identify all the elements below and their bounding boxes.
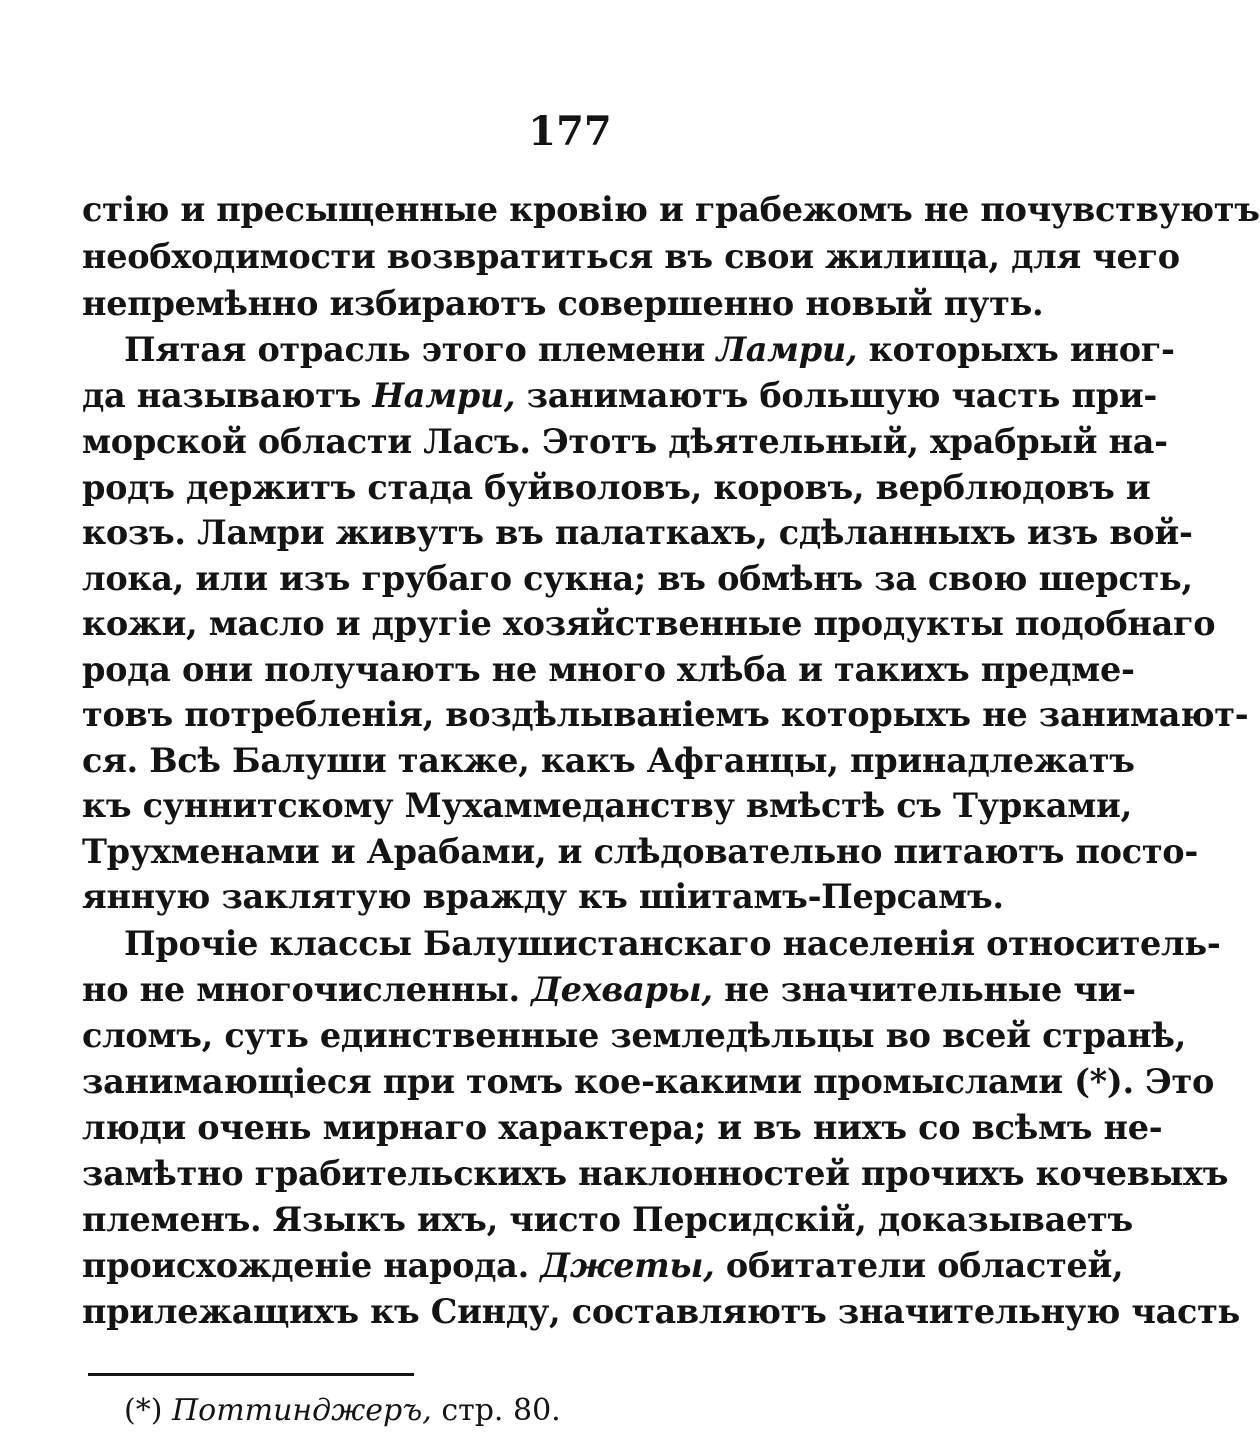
text-line: Прочіе классы Балушистанскаго населенія относитель- (124, 924, 1221, 963)
italic-term: Ламри, (716, 330, 858, 369)
text-line: ся. Всѣ Балуши также, какъ Афганцы, принадлежатъ (82, 741, 1135, 780)
text-line: непремѣнно избираютъ совершенно новый путь. (82, 284, 1044, 323)
italic-term: Дехвары, (531, 970, 713, 1009)
page-number: 177 (528, 108, 612, 155)
text-line: морской области Ласъ. Этотъ дѣятельный, храбрый на- (82, 422, 1168, 461)
text-line: Пятая отрасль этого племени Ламри, которыхъ иног- (124, 330, 1175, 369)
text-line: козъ. Ламри живутъ въ палаткахъ, сдѣланныхъ изъ вой- (82, 513, 1193, 552)
footnote-reference: стр. 80. (441, 1393, 561, 1428)
text-line: янную заклятую вражду къ шіитамъ-Персамъ. (82, 877, 1004, 916)
text-line: родъ держитъ стада буйволовъ, коровъ, верблюдовъ и (82, 468, 1151, 507)
text-line: товъ потребленія, воздѣлываніемъ которыхъ не занимают- (82, 695, 1249, 734)
text-line: Трухменами и Арабами, и слѣдовательно питаютъ посто- (82, 832, 1198, 871)
text-line: но не многочисленны. Дехвары, не значительные чи- (82, 970, 1136, 1009)
text-line: происхожденіе народа. Джеты, обитатели областей, (82, 1246, 1124, 1285)
text-line: необходимости возвратиться въ свои жилища, для чего (82, 237, 1180, 276)
text-line: замѣтно грабительскихъ наклонностей прочихъ кочевыхъ (82, 1154, 1229, 1193)
text-line: да называютъ Намри, занимаютъ большую часть при- (82, 376, 1157, 415)
footnote (124, 1392, 561, 1430)
text-line: племенъ. Языкъ ихъ, чисто Персидскій, доказываетъ (82, 1200, 1133, 1239)
footnote-mark: (*) (124, 1393, 163, 1428)
text-line: люди очень мирнаго характера; и въ нихъ со всѣмъ не- (82, 1108, 1163, 1147)
italic-term: Намри, (372, 376, 516, 415)
italic-term: Джеты, (540, 1246, 715, 1285)
text-line: прилежащихъ къ Синду, составляютъ значительную часть (82, 1292, 1240, 1331)
text-line: лока, или изъ грубаго сукна; въ обмѣнъ за свою шерсть, (82, 559, 1193, 598)
text-line: сломъ, суть единственные земледѣльцы во всей странѣ, (82, 1016, 1187, 1055)
text-line: къ суннитскому Мухаммеданству вмѣстѣ съ Турками, (82, 786, 1132, 825)
text-line: занимающіеся при томъ кое-какими промыслами (*). Это (82, 1062, 1215, 1101)
footnote-divider (88, 1373, 414, 1376)
footnote-author: Поттинджеръ, (171, 1393, 432, 1428)
text-line: стію и пресыщенные кровію и грабежомъ не почувствуютъ (82, 190, 1260, 229)
text-line: рода они получаютъ не много хлѣба и такихъ предме- (82, 650, 1135, 689)
text-line: кожи, масло и другіе хозяйственные продукты подобнаго (82, 604, 1216, 643)
